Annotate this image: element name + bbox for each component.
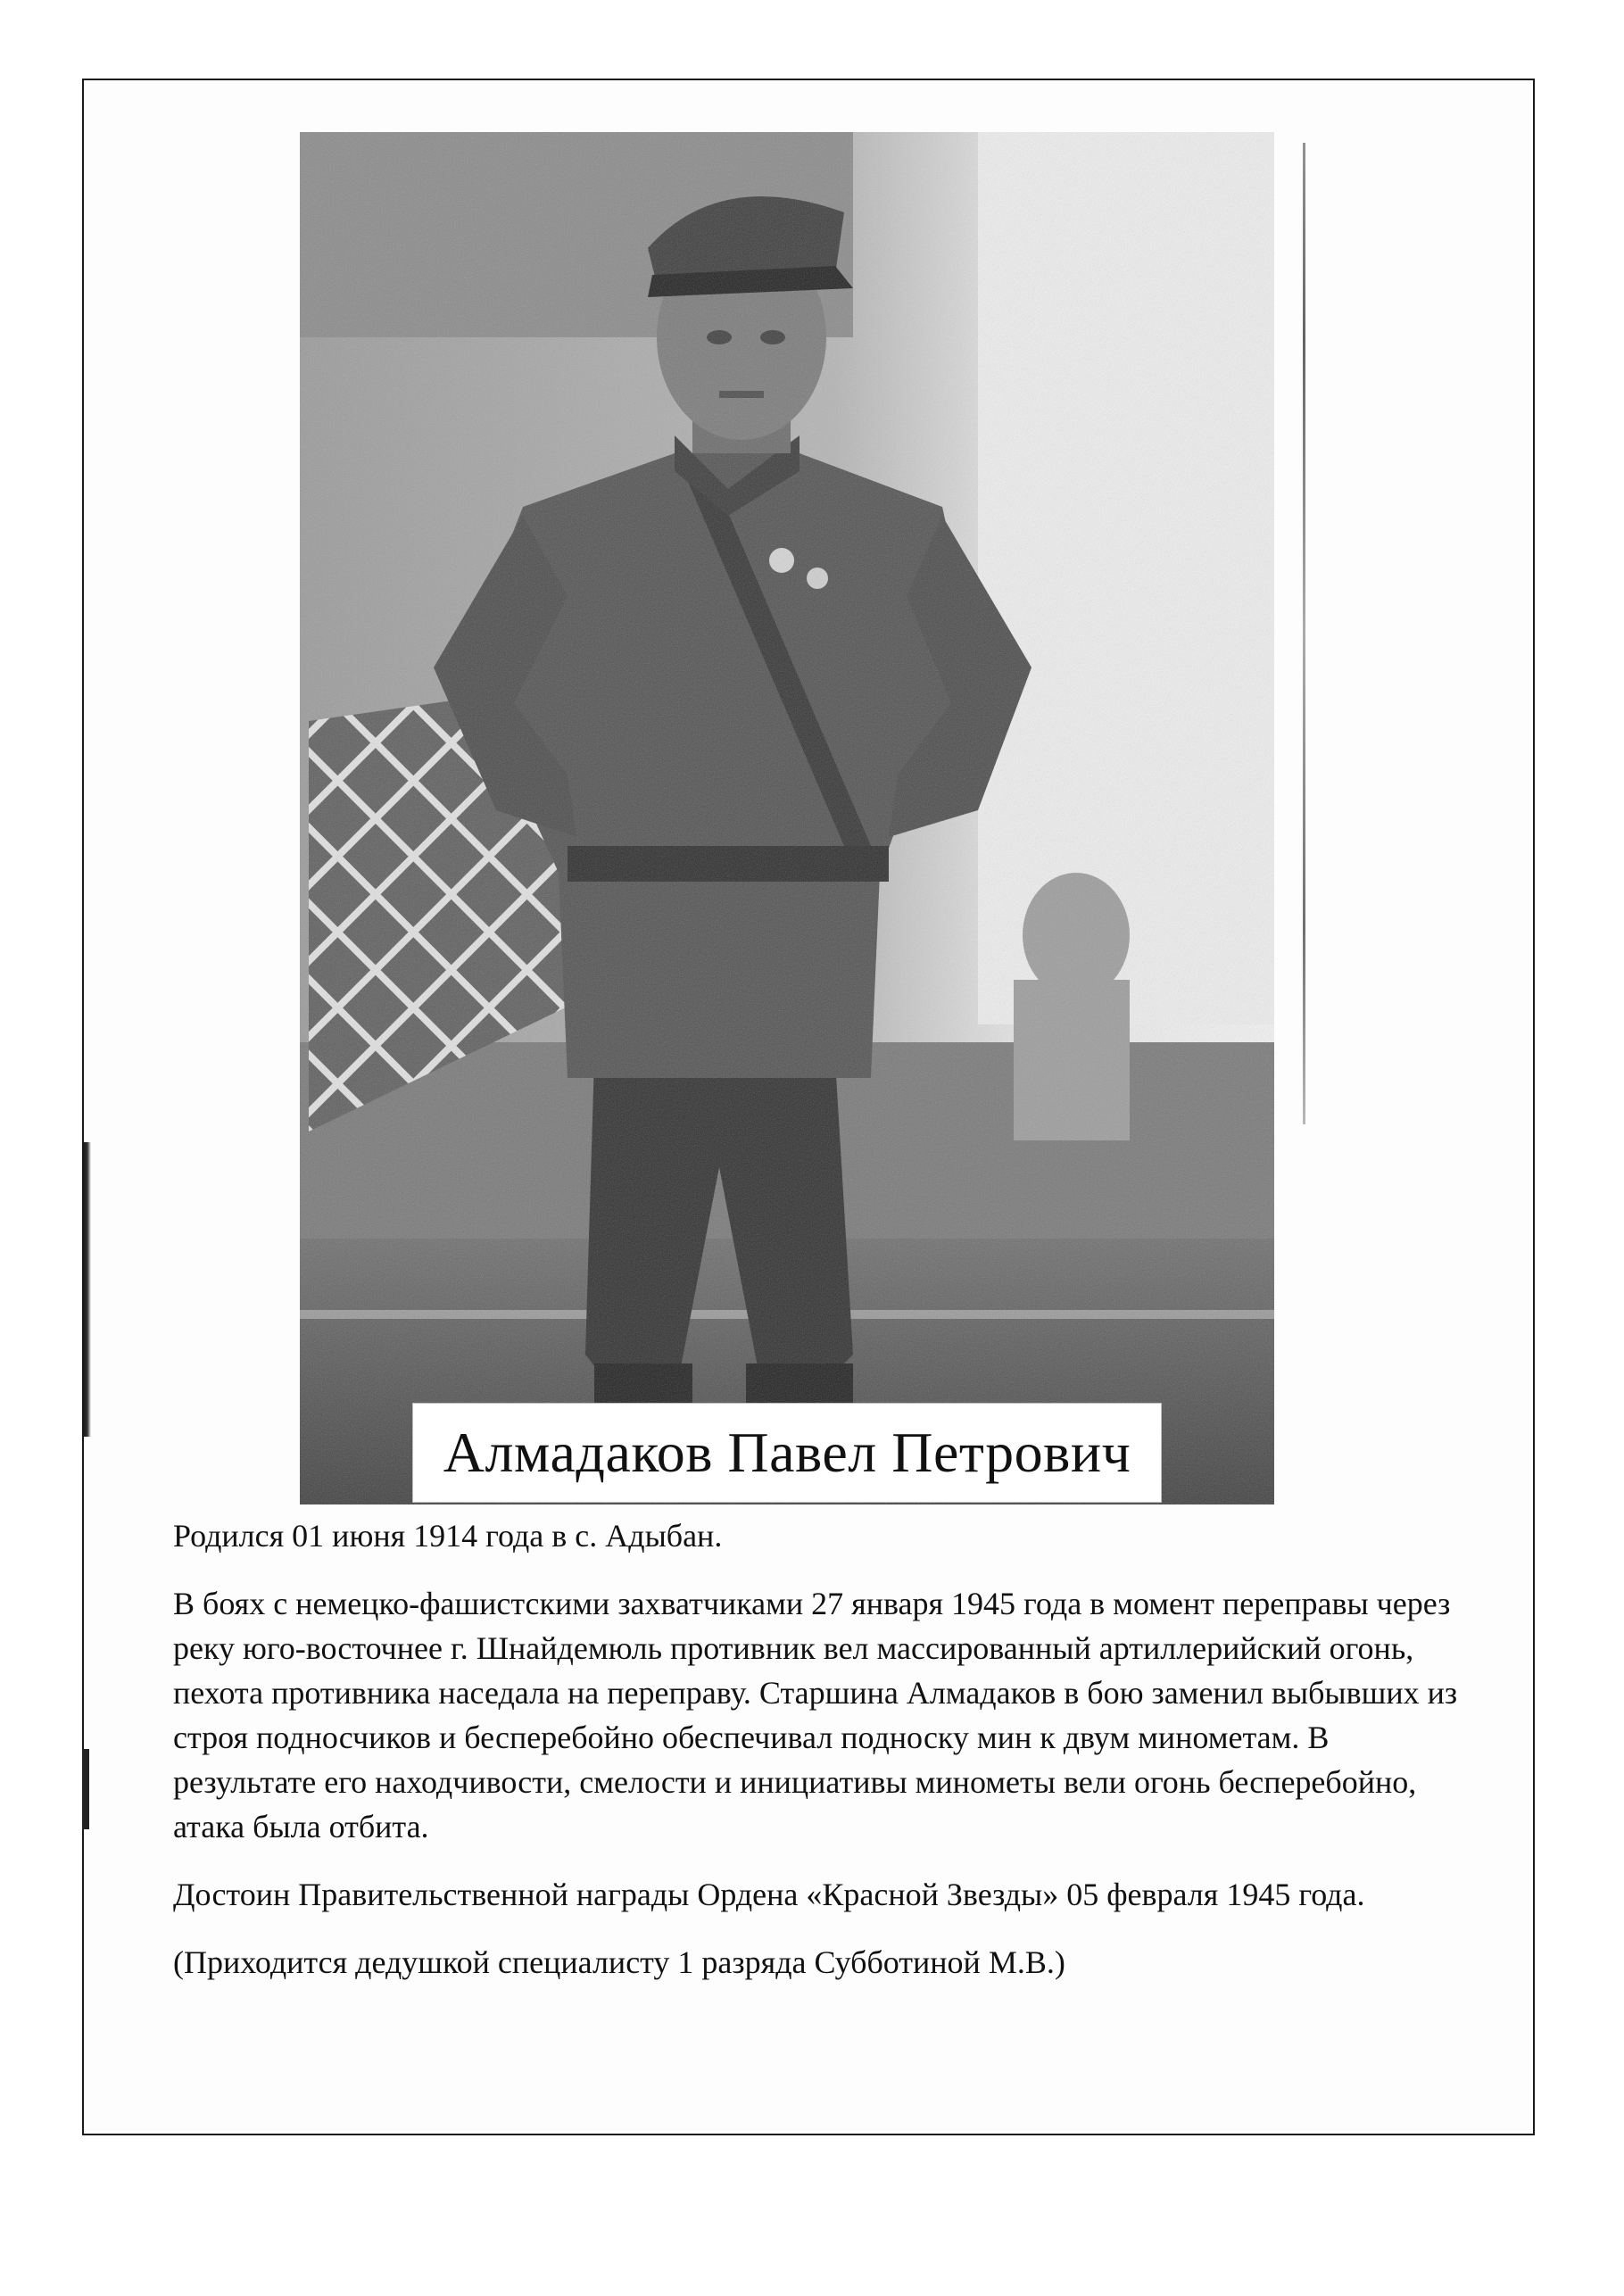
portrait-photo	[300, 132, 1274, 1504]
portrait-caption	[412, 1403, 1162, 1503]
birth-paragraph: Родился 01 июня 1914 года в с. Адыбан.	[173, 1518, 723, 1554]
deed-paragraph: В боях с немецко-фашистскими захватчиками 27 января 1945 года в момент переправы через реку юго-восточнее г. Шнайдемюль противник вел массированный артиллерийский огонь, пехота противника наседала на переправу. Старшина Алмадаков в бою заменил выбывших из строя подносчиков и бесперебойно обеспечивал подноску мин к двум минометам. В результате его находчивости, смелости и инициативы минометы вели огонь бесперебойно, атака была отбита.	[173, 1586, 1458, 1844]
award-paragraph: Достоин Правительственной награды Ордена «Красной Звезды» 05 февраля 1945 года.	[173, 1877, 1365, 1912]
biography-text	[173, 1513, 1458, 1985]
scan-artifact-line	[1303, 143, 1305, 1124]
scan-edge-shadow-lower	[82, 1749, 89, 1829]
scan-edge-shadow	[82, 1142, 91, 1437]
person-name: Алмадаков Павел Петрович	[443, 1421, 1131, 1484]
relation-paragraph: (Приходится дедушкой специалисту 1 разряда Субботиной М.В.)	[173, 1944, 1065, 1980]
